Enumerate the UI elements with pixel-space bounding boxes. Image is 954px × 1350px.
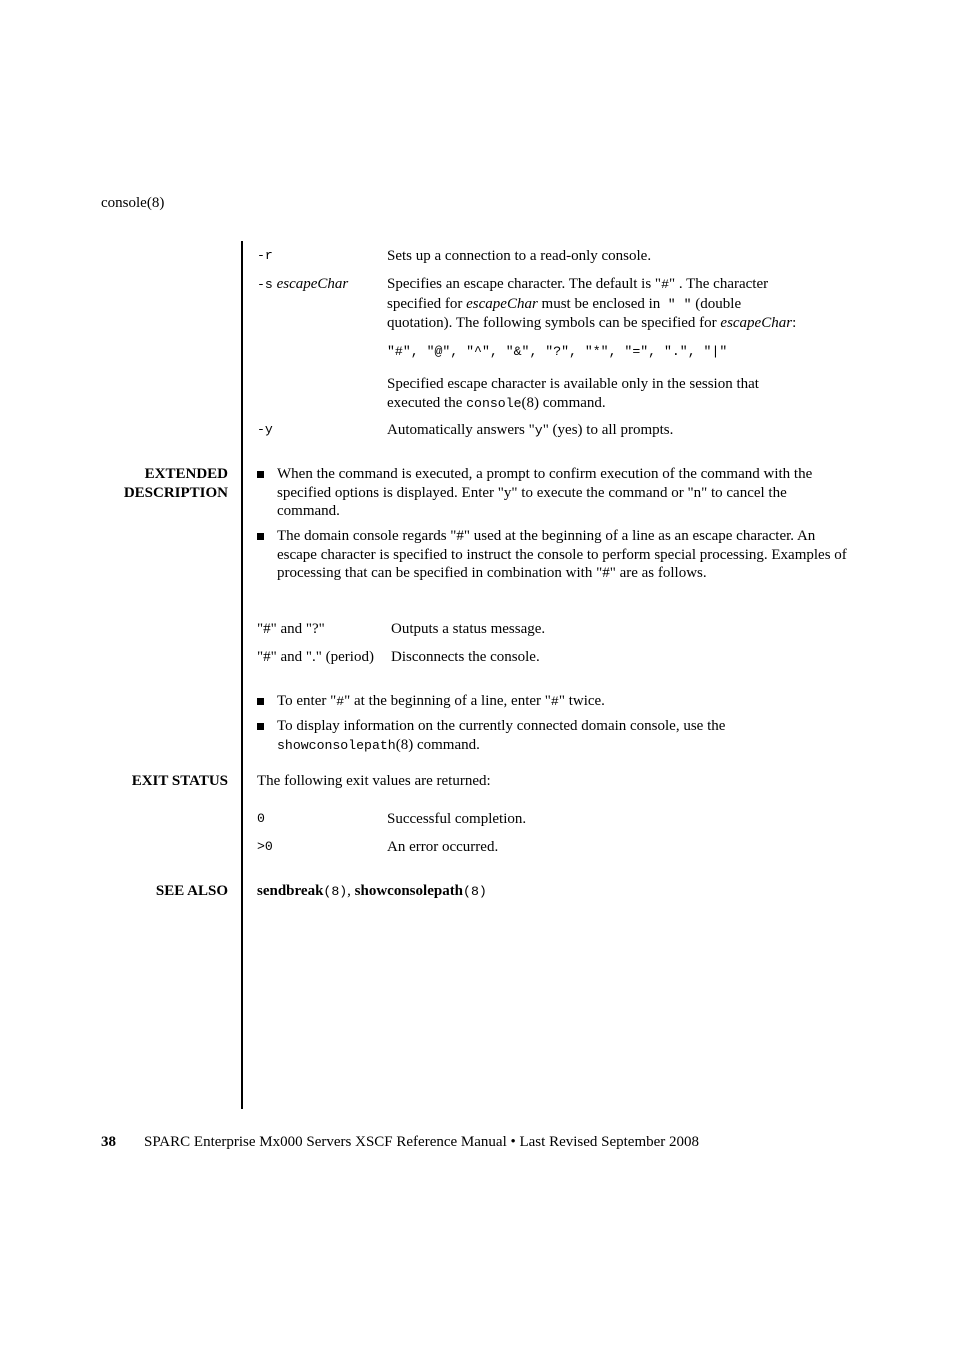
- option-y-name: -y: [257, 422, 273, 437]
- see-also-refs: sendbreak(8), showconsolepath(8): [257, 883, 487, 899]
- footer-text: SPARC Enterprise Mx000 Servers XSCF Reference Manual • Last Revised September 2008: [144, 1134, 700, 1150]
- escape-pair-value: Outputs a status message.: [391, 621, 546, 637]
- escape-pair-value: Disconnects the console.: [391, 649, 540, 665]
- escape-pair-key: "#" and "." (period): [257, 649, 374, 665]
- option-s-flag: -s: [257, 277, 273, 292]
- option-s-desc: Specifies an escape character. The default is "#" . The character specified for escapeChar must be enclosed in " " (double quotation). The following symbols can be specified for escapeChar:: [387, 276, 797, 331]
- option-r-desc: Sets up a connection to a read-only console.: [387, 248, 652, 264]
- bullet-square-icon: [257, 471, 264, 478]
- exit-status-intro: The following exit values are returned:: [257, 773, 491, 789]
- option-y-desc: Automatically answers "y" (yes) to all prompts.: [387, 422, 674, 438]
- option-s-name: [257, 275, 348, 295]
- list-item: To enter "#" at the beginning of a line, enter "#" twice.: [257, 692, 847, 712]
- list-item: To display information on the currently connected domain console, use the showconsolepath(8) command.: [257, 717, 847, 755]
- see-also-link-showconsolepath[interactable]: showconsolepath: [354, 883, 464, 899]
- escape-symbols-list: "#", "@", "^", "&", "?", "*", "=", ".", "|": [387, 344, 728, 359]
- page-number: 38: [101, 1134, 116, 1150]
- running-header: console(8): [101, 195, 165, 211]
- exit-code: 0: [257, 811, 265, 826]
- bullet-square-icon: [257, 533, 264, 540]
- option-s-arg: escapeChar: [276, 276, 349, 292]
- exit-status-heading: EXIT STATUS: [131, 773, 228, 789]
- list-item: The domain console regards "#" used at the beginning of a line as an escape character. An escape character is specified to instruct the console to perform special processing. Examples of processing that can be specified in combination with "#" are as follows.: [257, 527, 847, 583]
- exit-code-desc: An error occurred.: [387, 839, 499, 855]
- option-r-name: -r: [257, 248, 273, 263]
- option-s-note: Specified escape character is available only in the session that executed the console(8) command.: [387, 376, 759, 411]
- exit-code-desc: Successful completion.: [387, 811, 527, 827]
- extended-description-heading: EXTENDED DESCRIPTION: [123, 466, 228, 501]
- see-also-heading: SEE ALSO: [155, 883, 228, 899]
- escape-pair-key: "#" and "?": [257, 621, 325, 637]
- bullet-square-icon: [257, 698, 264, 705]
- see-also-link-sendbreak[interactable]: sendbreak: [257, 883, 324, 899]
- exit-code: >0: [257, 839, 273, 854]
- bullet-square-icon: [257, 723, 264, 730]
- list-item: When the command is executed, a prompt to confirm execution of the command with the specified options is displayed. Enter "y" to execute the command or "n" to cancel the command.: [257, 465, 847, 521]
- section-divider-rule: [241, 241, 243, 1109]
